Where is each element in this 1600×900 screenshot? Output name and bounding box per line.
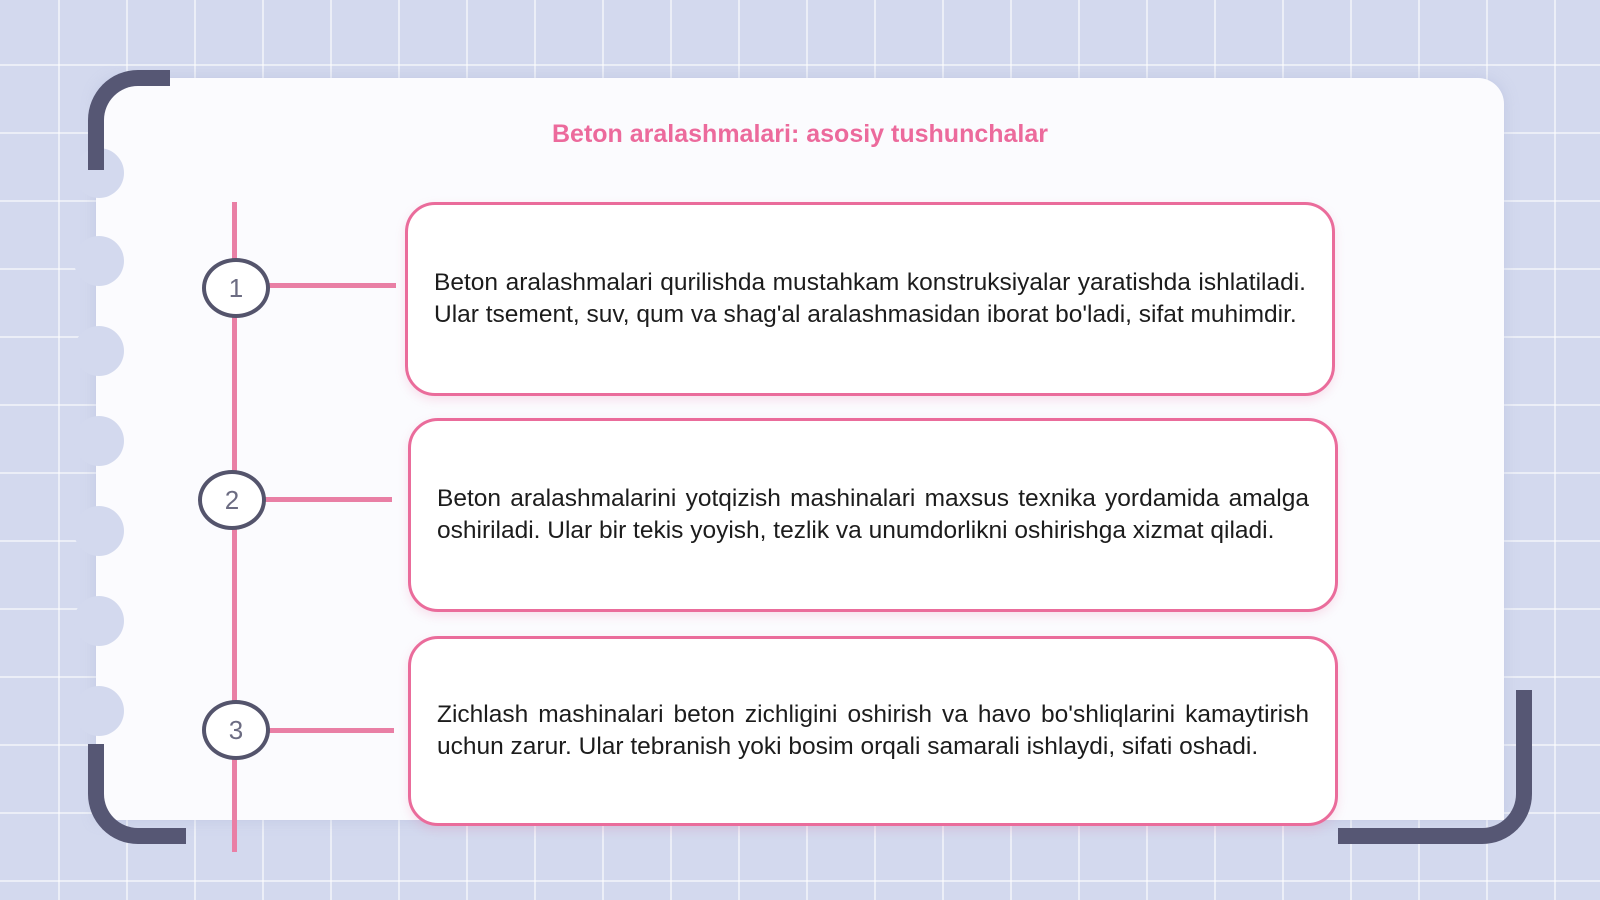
step-number-3: 3 bbox=[202, 700, 270, 760]
timeline-connector bbox=[266, 283, 396, 288]
corner-bracket-top-left bbox=[88, 70, 170, 170]
step-number-2: 2 bbox=[198, 470, 266, 530]
paper-scallop bbox=[74, 236, 124, 286]
step-card-3 bbox=[408, 636, 1338, 826]
paper-scallop bbox=[74, 326, 124, 376]
paper-scallop bbox=[74, 596, 124, 646]
step-text-1: Beton aralashmalari qurilishda mustahkam konstruksiyalar yaratishda ishlatiladi. Ular tsement, suv, qum va shag'al aralashmasidan iborat bo'ladi, sifat muhimdir. bbox=[434, 269, 1306, 328]
timeline-connector bbox=[262, 497, 392, 502]
step-text-3: Zichlash mashinalari beton zichligini oshirish va havo bo'shliqlarini kamaytirish uchun zarur. Ular tebranish yoki bosim orqali samarali ishlaydi, sifati oshadi. bbox=[437, 701, 1309, 760]
timeline-connector bbox=[266, 728, 394, 733]
corner-bracket-bottom-left bbox=[88, 744, 186, 844]
paper-scallop bbox=[74, 506, 124, 556]
step-card-1 bbox=[405, 202, 1335, 396]
slide-title: Beton aralashmalari: asosiy tushunchalar bbox=[551, 120, 1048, 148]
paper-scallop bbox=[74, 416, 124, 466]
step-text-2: Beton aralashmalarini yotqizish mashinalari maxsus texnika yordamida amalga oshiriladi. Ular bir tekis yoyish, tezlik va unumdorlikni oshirishga xizmat qiladi. bbox=[437, 485, 1309, 544]
paper-scallop bbox=[74, 686, 124, 736]
step-number-1: 1 bbox=[202, 258, 270, 318]
corner-bracket-bottom-right bbox=[1338, 690, 1532, 844]
step-card-2 bbox=[408, 418, 1338, 612]
